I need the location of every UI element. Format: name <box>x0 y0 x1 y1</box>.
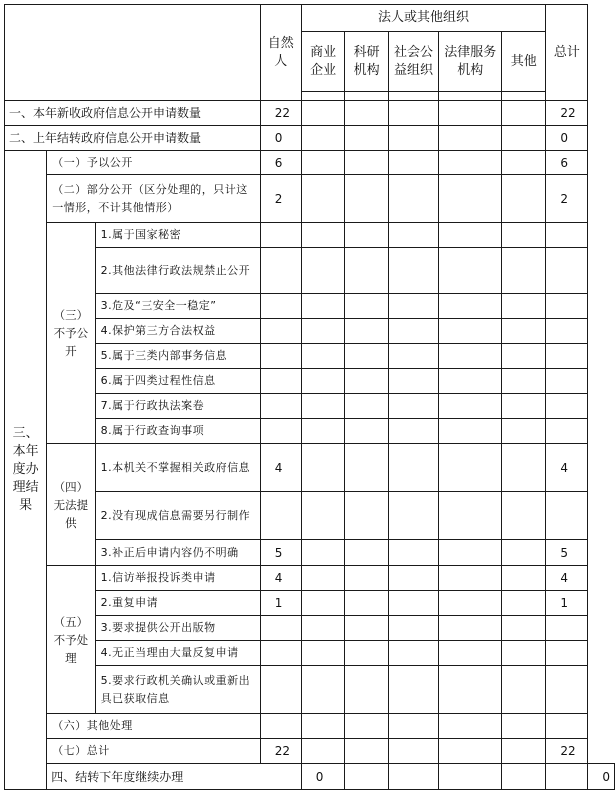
table-row <box>5 294 615 319</box>
header-social: 社会公益组织 <box>388 32 439 92</box>
header-total: 总计 <box>546 5 588 101</box>
row-label: 3.补正后申请内容仍不明确 <box>95 540 260 566</box>
row-label: 二、上年结转政府信息公开申请数量 <box>5 126 261 151</box>
header-blank-cell <box>5 5 261 101</box>
row-label: （六）其他处理 <box>47 714 261 739</box>
table-row <box>5 394 615 419</box>
row-label: 5.要求行政机关确认或重新出具已获取信息 <box>95 666 260 714</box>
row-label: 7.属于行政执法案卷 <box>95 394 260 419</box>
disclosure-statistics-table <box>4 4 615 790</box>
table-row <box>5 739 615 764</box>
row-label: 5.属于三类内部事务信息 <box>95 344 260 369</box>
table-row <box>5 248 615 294</box>
total-value: 22 <box>546 101 588 126</box>
total-value: 4 <box>546 566 588 591</box>
table-row <box>5 444 615 492</box>
row-label: 1.属于国家秘密 <box>95 223 260 248</box>
total-value: 4 <box>546 444 588 492</box>
natural-person-value: 4 <box>260 444 301 492</box>
natural-person-value: 6 <box>260 151 301 175</box>
row-label: 1.本机关不掌握相关政府信息 <box>95 444 260 492</box>
table-row <box>5 591 615 616</box>
total-value: 0 <box>546 126 588 151</box>
row-label: 1.信访举报投诉类申请 <box>95 566 260 591</box>
total-value: 1 <box>546 591 588 616</box>
row-label: 3.要求提供公开出版物 <box>95 616 260 641</box>
table-row <box>5 419 615 444</box>
table-row <box>5 540 615 566</box>
total-value: 6 <box>546 151 588 175</box>
header-natural-person: 自然人 <box>260 5 301 101</box>
row-label: 2.重复申请 <box>95 591 260 616</box>
natural-person-value: 0 <box>301 764 345 790</box>
total-value: 22 <box>546 739 588 764</box>
table-row <box>5 369 615 394</box>
table-row <box>5 223 615 248</box>
not-disclosed-group-label: （三）不予公开 <box>47 223 95 444</box>
natural-person-value: 0 <box>260 126 301 151</box>
table-row <box>5 151 615 175</box>
table-row <box>5 492 615 540</box>
row-label: 6.属于四类过程性信息 <box>95 369 260 394</box>
row-label: 4.保护第三方合法权益 <box>95 319 260 344</box>
row-label: 2.没有现成信息需要另行制作 <box>95 492 260 540</box>
row-label: （七）总计 <box>47 739 261 764</box>
results-group-label: 三、本年度办理结果 <box>5 151 47 790</box>
total-value: 2 <box>546 175 588 223</box>
natural-person-value: 22 <box>260 739 301 764</box>
natural-person-value: 5 <box>260 540 301 566</box>
header-other: 其他 <box>502 32 546 92</box>
natural-person-value: 2 <box>260 175 301 223</box>
row-label: 2.其他法律行政法规禁止公开 <box>95 248 260 294</box>
table-row <box>5 641 615 666</box>
table-row <box>5 344 615 369</box>
table-row <box>5 714 615 739</box>
natural-person-value: 22 <box>260 101 301 126</box>
table-row <box>5 616 615 641</box>
row-label: 四、结转下年度继续办理 <box>47 764 301 790</box>
table-row <box>5 101 615 126</box>
natural-person-value: 1 <box>260 591 301 616</box>
row-label: 一、本年新收政府信息公开申请数量 <box>5 101 261 126</box>
row-label: 3.危及“三安全一稳定” <box>95 294 260 319</box>
table-row <box>5 175 615 223</box>
header-commercial: 商业企业 <box>301 32 345 92</box>
header-legal-group: 法人或其他组织 <box>301 5 546 32</box>
total-value: 0 <box>588 764 615 790</box>
table-row <box>5 666 615 714</box>
table-row <box>5 126 615 151</box>
unable-group-label: （四）无法提供 <box>47 444 95 566</box>
row-label: （二）部分公开（区分处理的，只计这一情形，不计其他情形） <box>47 175 261 223</box>
natural-person-value: 4 <box>260 566 301 591</box>
not-processed-group-label: （五）不予处理 <box>47 566 95 714</box>
header-legal-service: 法律服务机构 <box>439 32 502 92</box>
table-row <box>5 566 615 591</box>
row-label: （一）予以公开 <box>47 151 261 175</box>
row-label: 4.无正当理由大量反复申请 <box>95 641 260 666</box>
table-row <box>5 764 615 790</box>
header-research: 科研机构 <box>345 32 388 92</box>
table-row <box>5 319 615 344</box>
total-value: 5 <box>546 540 588 566</box>
row-label: 8.属于行政查询事项 <box>95 419 260 444</box>
